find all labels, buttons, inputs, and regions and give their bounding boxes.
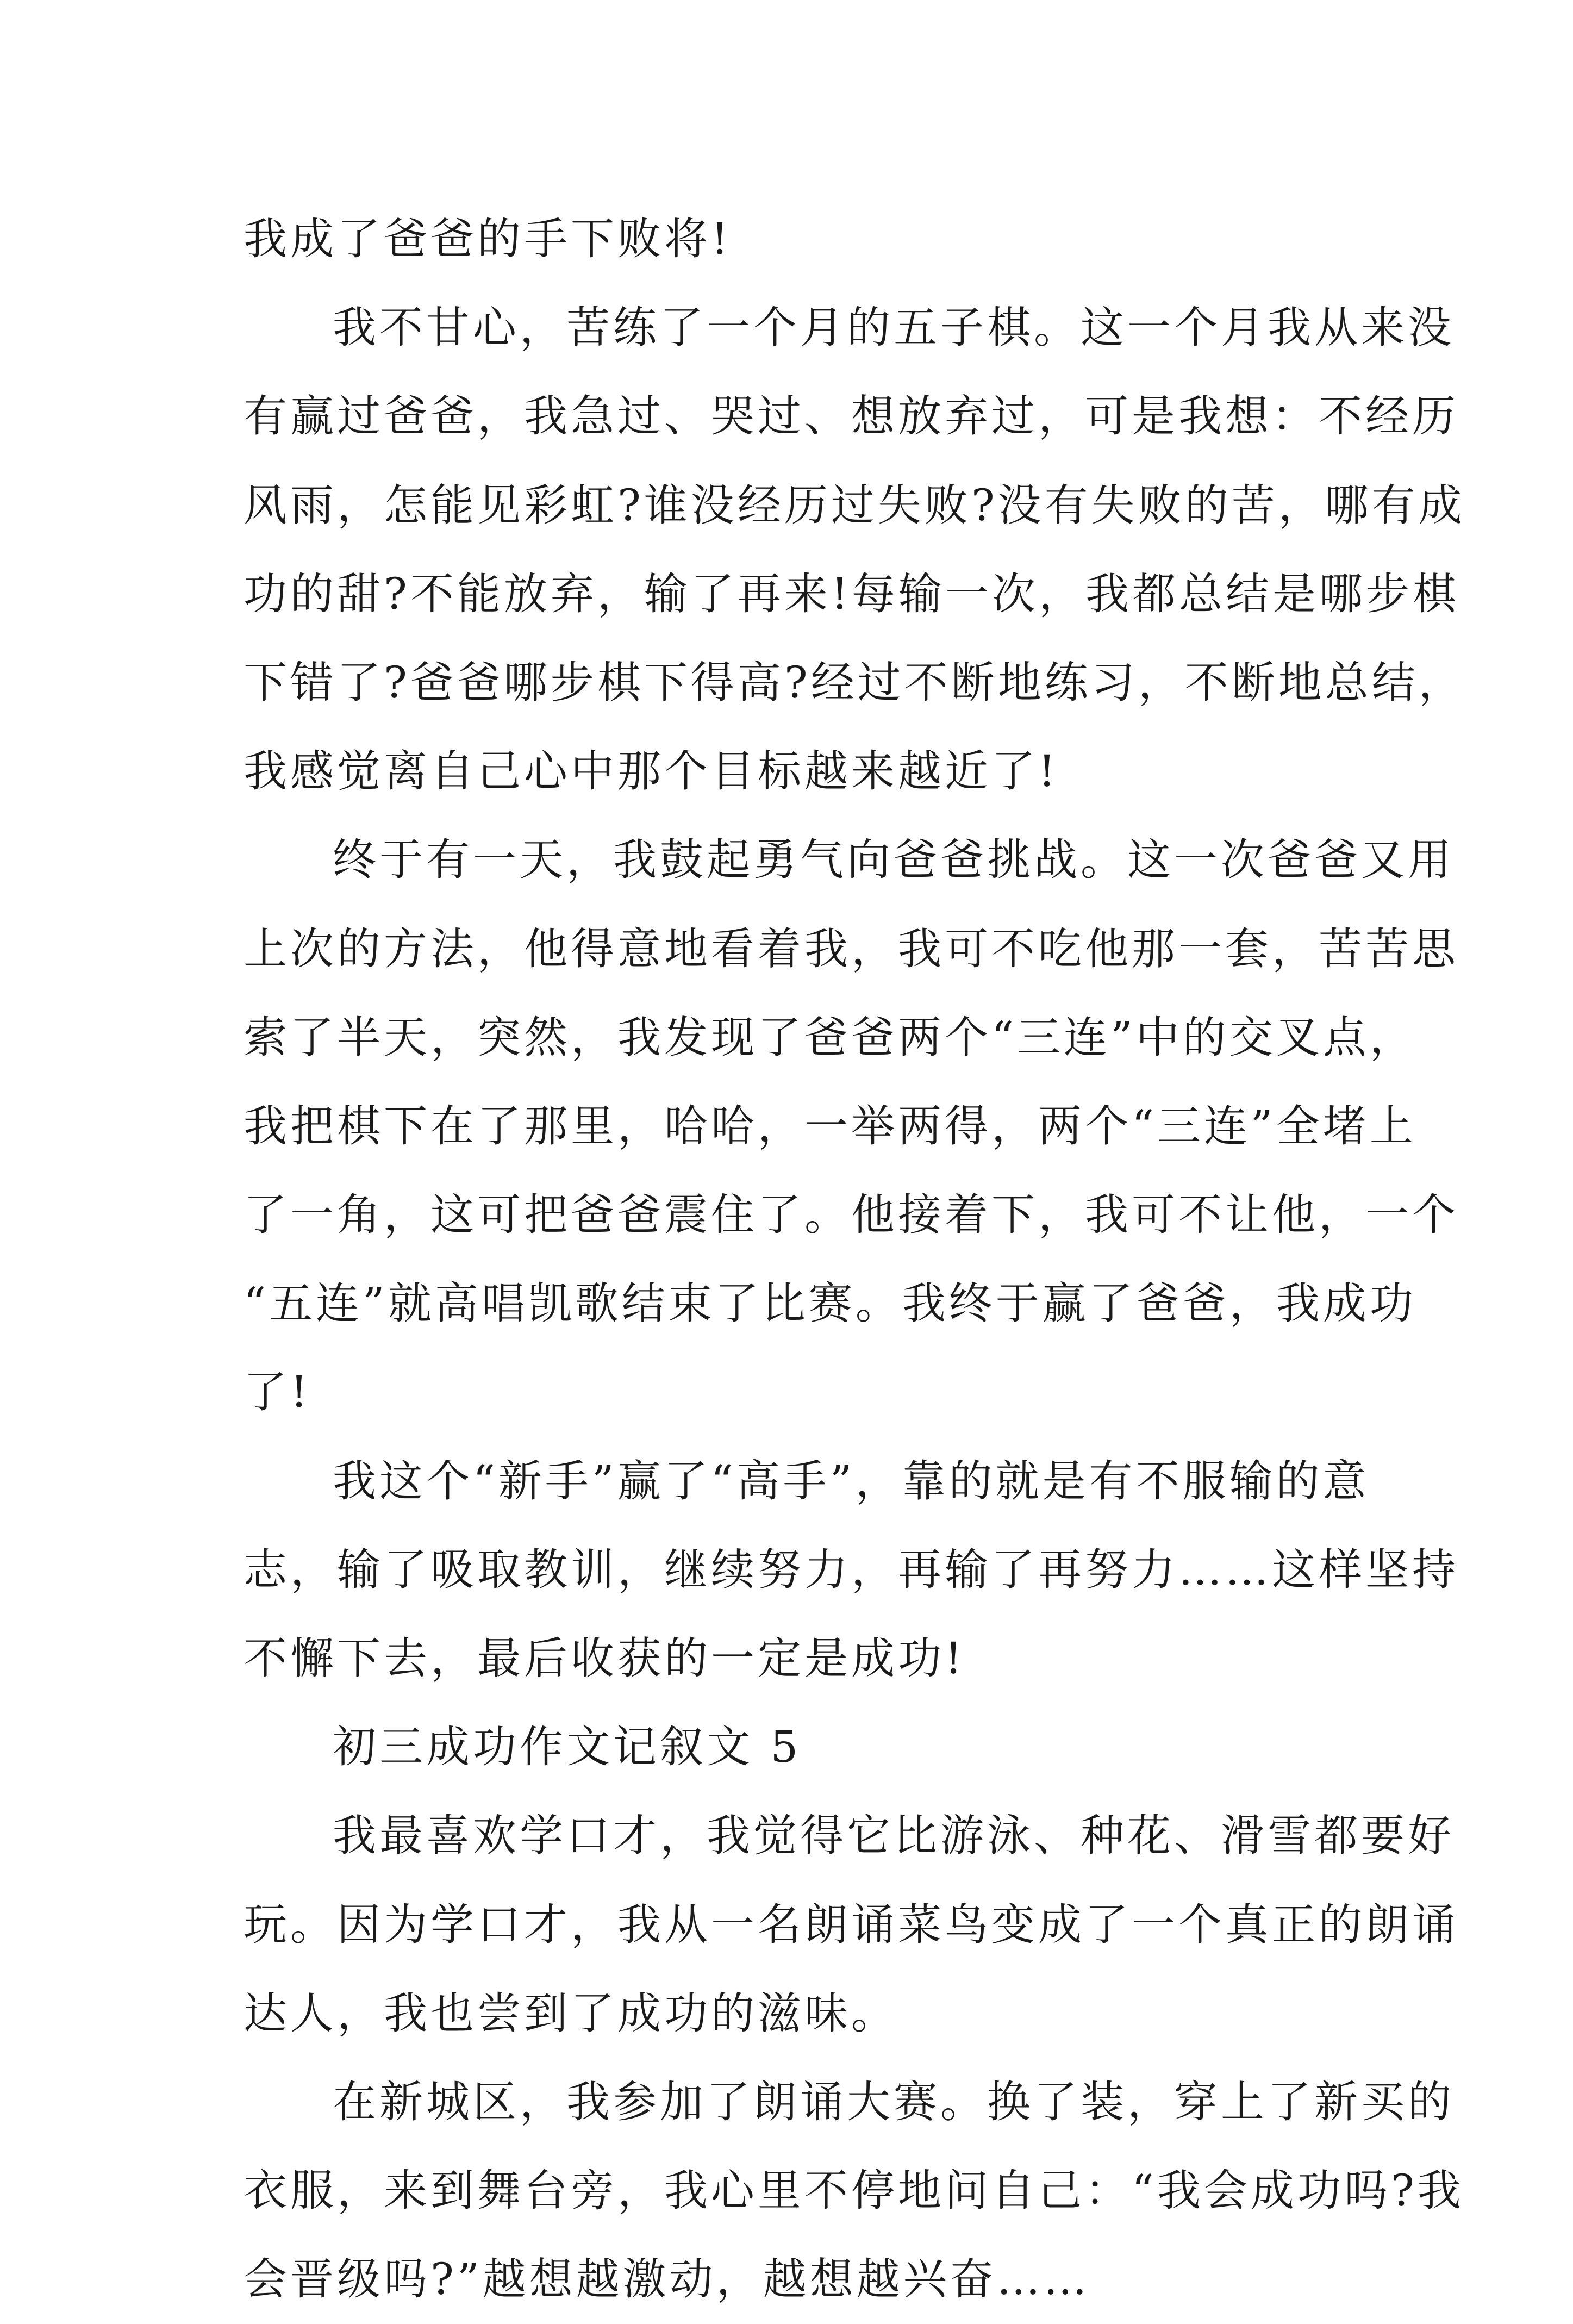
text-line: 在新城区，我参加了朗诵大赛。换了装，穿上了新买的: [333, 2076, 1455, 2127]
text-line: 我把棋下在了那里，哈哈，一举两得，两个“三连”全堵上: [244, 1100, 1416, 1151]
paragraph: [244, 1437, 1459, 1703]
paragraph: [244, 195, 1368, 283]
text-line: 我不甘心，苦练了一个月的五子棋。这一个月我从来没: [333, 302, 1455, 353]
text-line: 我最喜欢学口才，我觉得它比游泳、种花、滑雪都要好: [333, 1810, 1455, 1861]
text-line: 衣服，来到舞台旁，我心里不停地问自己：“我会成功吗?我: [244, 2165, 1464, 2216]
text-line: 风雨，怎能见彩虹?谁没经历过失败?没有失败的苦，哪有成: [244, 479, 1465, 531]
text-line: 不懈下去，最后收获的一定是成功!: [244, 1633, 966, 1684]
text-line: 志，输了吸取教训，继续努力，再输了再努力……这样坚持: [244, 1544, 1459, 1595]
text-line: 索了半天，突然，我发现了爸爸两个“三连”中的交叉点，: [244, 1012, 1416, 1063]
text-line: 玩。因为学口才，我从一名朗诵菜鸟变成了一个真正的朗诵: [244, 1899, 1459, 1950]
paragraph: [244, 815, 1459, 1436]
text-line: 了!: [244, 1367, 311, 1418]
text-line: 有赢过爸爸，我急过、哭过、想放弃过，可是我想：不经历: [244, 391, 1459, 442]
text-line: 初三成功作文记叙文 5: [333, 1722, 802, 1773]
text-line: 上次的方法，他得意地看着我，我可不吃他那一套，苦苦思: [244, 923, 1459, 974]
body-text: [244, 195, 1465, 2324]
text-line: 终于有一天，我鼓起勇气向爸爸挑战。这一次爸爸又用: [333, 834, 1455, 886]
paragraph: [244, 283, 1465, 815]
text-line: 我成了爸爸的手下败将!: [244, 214, 732, 264]
text-line: 功的甜?不能放弃，输了再来!每输一次，我都总结是哪步棋: [244, 568, 1460, 619]
text-line: 我感觉离自己心中那个目标越来越近了!: [244, 746, 1059, 797]
paragraph: [244, 1703, 1368, 1791]
text-line: 会晋级吗?”越想越激动，越想越兴奋……: [244, 2254, 1090, 2305]
text-line: 我这个“新手”赢了“高手”，靠的就是有不服输的意: [333, 1455, 1370, 1506]
text-line: 达人，我也尝到了成功的滋味。: [244, 1987, 898, 2039]
paragraph: [244, 2058, 1464, 2324]
text-line: 下错了?爸爸哪步棋下得高?经过不断地练习，不断地总结，: [244, 657, 1465, 708]
text-line: “五连”就高唱凯歌结束了比赛。我终于赢了爸爸，我成功: [244, 1278, 1416, 1329]
paragraph: [244, 1791, 1459, 2058]
text-line: 了一角，这可把爸爸震住了。他接着下，我可不让他，一个: [244, 1189, 1459, 1241]
